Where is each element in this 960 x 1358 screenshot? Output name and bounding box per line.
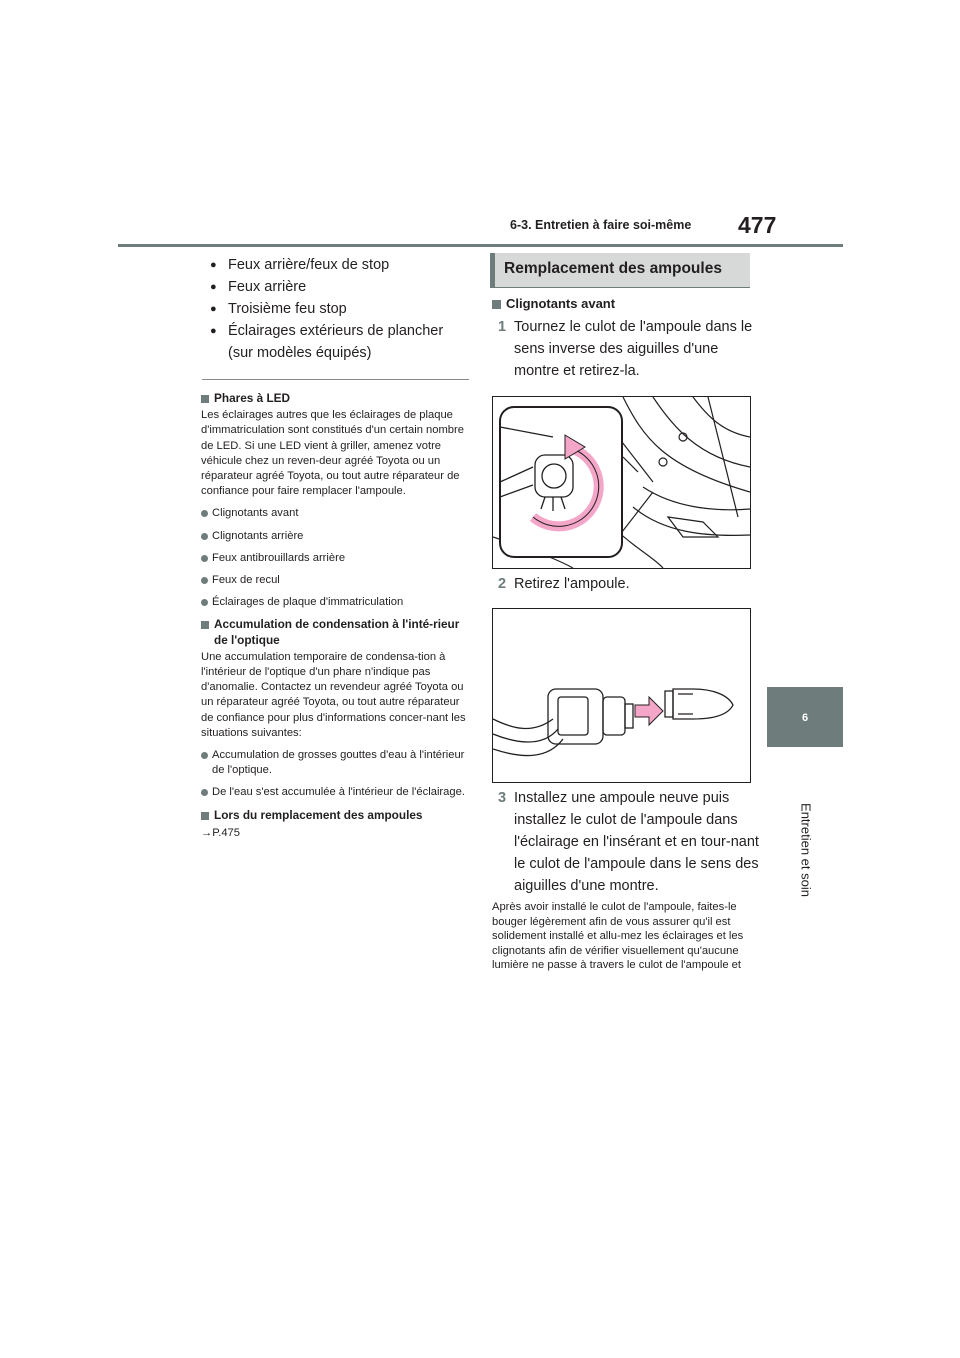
figure-remove-socket	[492, 396, 751, 569]
list-item: ● Feux arrière/feux de stop	[212, 254, 472, 276]
step-1	[498, 316, 759, 382]
step-text: Retirez l'ampoule.	[514, 576, 630, 592]
step-3	[498, 787, 759, 897]
list-item: Feux de recul	[201, 573, 469, 588]
list-item: Éclairages de plaque d'immatriculation	[201, 595, 469, 610]
chapter-label: Entretien et soin	[798, 803, 814, 897]
replacement-heading: Lors du remplacement des ampoules	[201, 808, 469, 823]
step-2	[498, 573, 759, 595]
list-item: ● Éclairages extérieurs de plancher (sur modèles équipés)	[212, 320, 472, 364]
running-header: 6-3. Entretien à faire soi-même	[510, 218, 692, 232]
section-title: Remplacement des ampoules	[504, 260, 722, 277]
page-reference: →P.475	[201, 826, 240, 839]
headlight-illustration	[493, 397, 750, 568]
installation-note: Après avoir installé le culot de l'ampoule, faites-le bouger légèrement afin de vous assurer qu'il est solidement installé et allu-mez les éclairages et les clignotants afin de vérifier visuellement qu'aucune lumière ne passe à travers le culot de l'ampoule et	[492, 901, 744, 971]
lamp-bullet-list	[212, 254, 472, 364]
page-number: 477	[738, 212, 777, 238]
step-number: 3	[498, 790, 507, 806]
step-text: Tournez le culot de l'ampoule dans le sens inverse des aiguilles d'une montre et retirez-la.	[514, 319, 753, 379]
chapter-number: 6	[801, 712, 809, 724]
header-rule	[118, 244, 843, 247]
led-heading: Phares à LED	[201, 391, 469, 406]
subheading: Clignotants avant	[492, 296, 615, 311]
condensation-heading: Accumulation de condensation à l'inté-rieur de l'optique	[201, 617, 469, 647]
section-title-bar	[490, 253, 495, 287]
divider	[202, 379, 469, 380]
bulb-socket-illustration	[493, 609, 750, 782]
info-notes	[201, 384, 469, 841]
list-item: Clignotants arrière	[201, 529, 469, 544]
list-item: ● Troisième feu stop	[212, 298, 472, 320]
led-text: Les éclairages autres que les éclairages de plaque d'immatriculation sont constitués d'un certain nombre de LED. Si une LED vient à griller, amenez votre véhicule chez un reven-deur agréé Toyota ou un réparateur agréé Toyota, ou tout autre réparateur de confiance pour faire remplacer l'ampoule.	[201, 409, 464, 498]
section-title-box	[490, 253, 750, 288]
list-item: Clignotants avant	[201, 506, 469, 521]
list-item: ● Feux arrière	[212, 276, 472, 298]
step-number: 2	[498, 576, 507, 592]
condensation-text: Une accumulation temporaire de condensa-tion à l'intérieur de l'optique d'un phare n'indique pas d'anomalie. Contactez un revendeur agréé Toyota ou un réparateur agréé Toyota, ou tout autre réparateur de confiance pour plus d'informations concer-nant les situations suivantes:	[201, 650, 466, 739]
figure-remove-bulb	[492, 608, 751, 783]
list-item: Feux antibrouillards arrière	[201, 551, 469, 566]
list-item: Accumulation de grosses gouttes d'eau à l'intérieur de l'optique.	[201, 748, 469, 778]
step-number: 1	[498, 319, 507, 335]
list-item: De l'eau s'est accumulée à l'intérieur de l'éclairage.	[201, 785, 469, 800]
step-text: Installez une ampoule neuve puis installez le culot de l'ampoule dans l'éclairage en l'insérant et en tour-nant le culot de l'ampoule dans le sens des aiguilles d'une montre.	[514, 790, 759, 894]
